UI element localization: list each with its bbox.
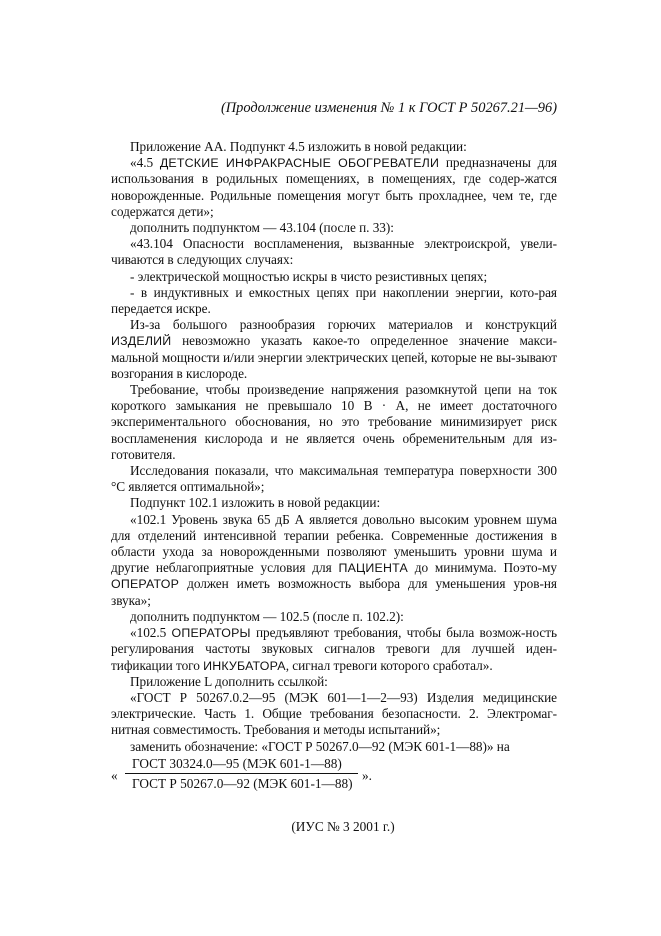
open-quote: « [111, 767, 118, 783]
text-segment: «102.1 Уровень звука 65 дБ А является довольно высоким уровнем шума для отделений интенсивной терапии ребенка. Современные достижения в области ухода за новорожденными позволяют уменьшить уровни шума и другие неблагоприятные условия для [111, 511, 557, 576]
paragraph-add-43-104: дополнить подпунктом — 43.104 (после п. 33): [130, 220, 394, 236]
text-segment: невозможно указать какое-то определенное значение макси-мальной мощности и/или энергии электрических цепей, которые не вы-зывают возгорания в кислороде. [111, 333, 557, 381]
text-segment: Из-за большого разнообразия горючих материалов и конструкций [130, 317, 557, 333]
caps-term: ИНКУБАТОРА [203, 658, 286, 673]
caps-term: ДЕТСКИЕ ИНФРАКРАСНЫЕ ОБОГРЕВАТЕЛИ [159, 156, 440, 171]
fraction-designation [111, 756, 557, 796]
list-item-inductive: - в индуктивных и емкостных цепях при накоплении энергии, кото-рая передается искре. [111, 284, 557, 317]
text-segment: «4.5 [130, 155, 160, 171]
page-header: (Продолжение изменения № 1 к ГОСТ Р 50267.21—96) [220, 100, 557, 116]
paragraph-research: Исследования показали, что максимальная температура поверхности 300 °С является оптимальной»; [111, 463, 557, 495]
text-segment: должен иметь возможность выбора для уменьшения уров-ня звука»; [111, 576, 557, 608]
footer-ius: (ИУС № 3 2001 г.) [291, 818, 395, 834]
paragraph-gost-reference: «ГОСТ Р 50267.0.2—95 (МЭК 601—1—2—93) Изделия медицинские электрические. Часть 1. Общие требования безопасности. 2. Электромаг-нитная совместимость. Требования и методы испытаний»; [111, 689, 557, 738]
text-segment: предъявляют требования, чтобы была возмож-ность регулирования частоты звуковых сигналов тревоги для лучшей иден-тификации того [111, 625, 557, 673]
paragraph-replace-designation: заменить обозначение: «ГОСТ Р 50267.0—92 (МЭК 601-1—88)» на [130, 738, 510, 754]
fraction-denominator: ГОСТ Р 50267.0—92 (МЭК 601-1—88) [132, 775, 353, 791]
caps-term: ОПЕРАТОР [111, 577, 180, 592]
caps-term: ОПЕРАТОРЫ [171, 626, 251, 641]
paragraph-102-1 [111, 512, 557, 609]
paragraph-102-1-intro: Подпункт 102.1 изложить в новой редакции: [130, 495, 381, 511]
paragraph-43-104: «43.104 Опасности воспламенения, вызванные электроискрой, увели-чиваются в следующих случаях: [111, 236, 557, 268]
fraction-bar [125, 773, 358, 774]
text-segment: предназначены для использования в родильных помещениях, в помещениях, где содер-жатся новорожденные. Родильные помещения могут быть прохладнее, чем те, где содержатся дети»; [111, 155, 557, 219]
text-segment: , сигнал тревоги которого сработал». [285, 657, 493, 673]
paragraph-annex-l: Приложение L дополнить ссылкой: [130, 673, 328, 689]
paragraph-annex-aa: Приложение АА. Подпункт 4.5 изложить в новой редакции: [130, 139, 467, 154]
caps-term: ИЗДЕЛИЙ [111, 334, 172, 349]
paragraph-materials [111, 317, 557, 382]
paragraph-add-102-5: дополнить подпунктом — 102.5 (после п. 102.2): [130, 608, 404, 624]
paragraph-102-5 [111, 625, 557, 674]
fraction-numerator: ГОСТ 30324.0—95 (МЭК 601-1—88) [132, 755, 342, 771]
document-page [111, 100, 557, 835]
list-item-resistive: - электрической мощностью искры в чисто резистивных цепях; [130, 268, 488, 284]
paragraph-requirement: Требование, чтобы произведение напряжения разомкнутой цепи на ток короткого замыкания не превышало 10 В · А, не имеет достаточного экспериментального обоснования, но это требование минимизирует риск воспламенения кислорода и не является очень обременительным для из-готовителя. [111, 382, 557, 462]
text-segment: «102.5 [130, 625, 172, 641]
text-segment: до минимума. Поэто-му [407, 560, 557, 576]
close-quote: ». [362, 767, 372, 783]
caps-term: ПАЦИЕНТА [338, 561, 408, 576]
paragraph-4-5 [111, 155, 557, 220]
